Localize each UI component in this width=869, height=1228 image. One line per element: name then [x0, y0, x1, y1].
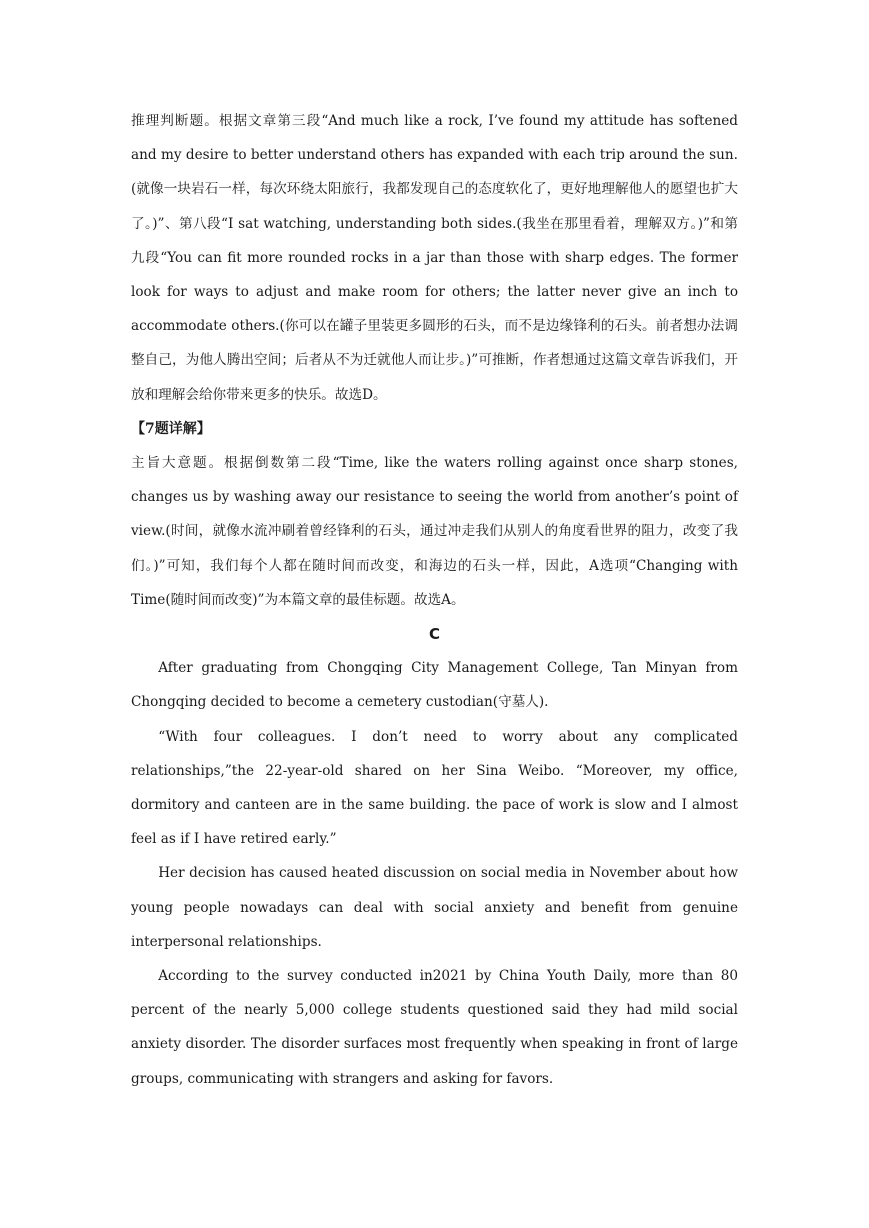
passage-paragraph-2: “With four colleagues. I don’t need to worry about any complicated relationships,”the 22-year-old shared on her Sina Weibo. “Moreover, my office, dormitory and canteen are in the same building. the pace of work is slow and I almost feel as if I have retired early.” [131, 728, 738, 848]
document-page [131, 104, 738, 1096]
passage-paragraph-4: According to the survey conducted in2021 by China Youth Daily, more than 80 percent of the nearly 5,000 college students questioned said they had mild social anxiety disorder. The disorder surfaces most frequently when speaking in front of large groups, communicating with strangers and asking for favors. [131, 968, 738, 1087]
explanation-question-7: 主旨大意题。根据倒数第二段“Time, like the waters rolling against once sharp stones, changes us by washing away our resistance to seeing the world from another’s point of view.(时间，就像水流冲刷着曾经锋利的石头，通过冲走我们从别人的角度看世界的阻力，改变了我们。)”可知，我们每个人都在随时间而改变，和海边的石头一样，因此，A选项“Changing with Time(随时间而改变)”为本篇文章的最佳标题。故选A。 [131, 455, 738, 608]
explanation-question-6: 推理判断题。根据文章第三段“And much like a rock, I’ve found my attitude has softened and my desire to better understand others has expanded with each trip around the sun.(就像一块岩石一样，每次环绕太阳旅行，我都发现自己的态度软化了，更好地理解他人的愿望也扩大了。)”、第八段“I sat watching, understanding both sides.(我坐在那里看着，理解双方。)”和第九段“You can fit more rounded rocks in a jar than those with sharp edges. The former look for ways to adjust and make room for others; the latter never give an inch to accommodate others.(你可以在罐子里装更多圆形的石头，而不是边缘锋利的石头。前者想办法调整自己，为他人腾出空间；后者从不为迁就他人而让步。)”可推断，作者想通过这篇文章告诉我们，开放和理解会给你带来更多的快乐。故选D。 [131, 113, 738, 403]
passage-paragraph-3: Her decision has caused heated discussion on social media in November about how young people nowadays can deal with social anxiety and benefit from genuine interpersonal relationships. [131, 865, 738, 950]
passage-paragraph-1: After graduating from Chongqing City Management College, Tan Minyan from Chongqing decided to become a cemetery custodian(守墓人). [131, 660, 738, 711]
heading-question-7: 【7题详解】 [131, 420, 211, 437]
section-letter: C [428, 625, 440, 644]
